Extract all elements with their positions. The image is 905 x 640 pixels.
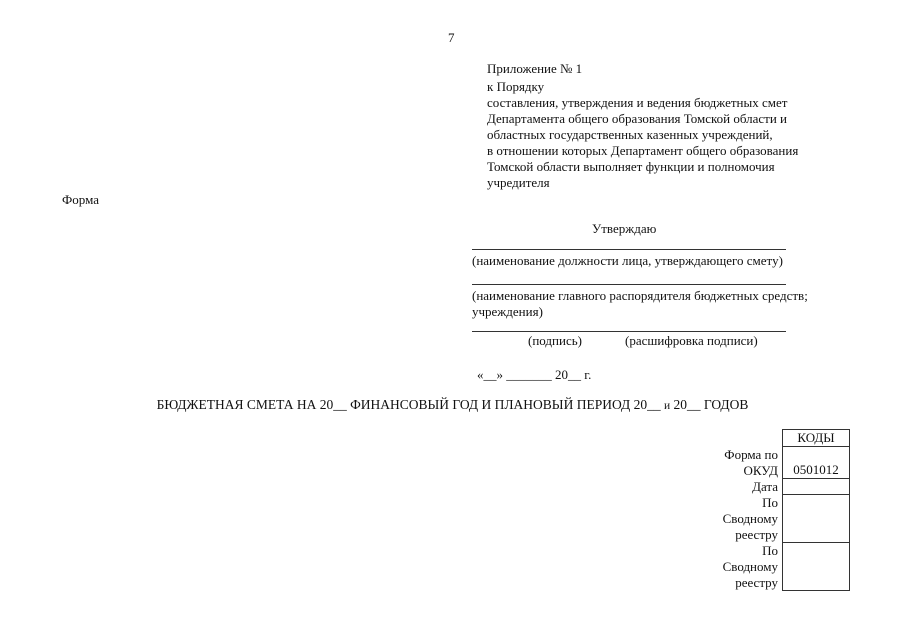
document-title-main: БЮДЖЕТНАЯ СМЕТА НА 20__ ФИНАНСОВЫЙ ГОД И ПЛАНОВЫЙ ПЕРИОД 20__	[156, 397, 664, 412]
okud-label-line-1: Форма по	[724, 446, 778, 462]
registry-label-line: По	[762, 542, 778, 558]
form-label: Форма	[62, 192, 99, 207]
signature-caption: (подпись)	[528, 333, 582, 348]
registry-label-line: реестру	[735, 526, 778, 542]
table-row	[700, 495, 850, 543]
approval-date: «__» _______ 20__ г.	[477, 367, 592, 382]
registry-label-line: По	[762, 494, 778, 510]
date-code-cell	[783, 479, 850, 495]
appendix-line: Департамента общего образования Томской области и	[487, 111, 787, 126]
appendix-line: Томской области выполняет функции и полномочия	[487, 159, 775, 174]
appendix-line: учредителя	[487, 175, 550, 190]
manager-caption-line-1: (наименование главного распорядителя бюджетных средств;	[472, 288, 808, 303]
position-caption: (наименование должности лица, утверждающего смету)	[472, 253, 783, 268]
approval-title: Утверждаю	[592, 221, 657, 236]
appendix-line: областных государственных казенных учреждений,	[487, 127, 773, 142]
document-title-tail: 20__ ГОДОВ	[670, 397, 749, 412]
okud-code-cell: 0501012	[783, 447, 850, 479]
appendix-title: Приложение № 1	[487, 61, 583, 76]
date-label	[700, 479, 783, 495]
registry-label-1	[700, 495, 783, 543]
document-title	[0, 397, 905, 413]
date-label-line: Дата	[752, 478, 778, 494]
signature-line	[472, 331, 786, 332]
manager-caption-line-2: учреждения)	[472, 304, 543, 319]
codes-table	[700, 429, 850, 591]
position-signature-line	[472, 249, 786, 250]
page-number: 7	[448, 30, 455, 45]
registry-label-line: реестру	[735, 574, 778, 590]
appendix-line: в отношении которых Департамент общего образования	[487, 143, 799, 158]
registry-label-line: Сводному	[722, 558, 778, 574]
registry-label-line: Сводному	[722, 510, 778, 526]
appendix-line: к Порядку	[487, 79, 545, 94]
appendix-block	[487, 61, 847, 191]
codes-header: КОДЫ	[783, 430, 850, 447]
table-row	[700, 447, 850, 479]
registry-label-2	[700, 543, 783, 591]
document-title-conjunction: и	[663, 400, 671, 412]
okud-label	[700, 447, 783, 479]
signature-decode-caption: (расшифровка подписи)	[625, 333, 758, 348]
registry-code-cell-1	[783, 495, 850, 543]
table-row	[700, 479, 850, 495]
manager-caption	[472, 288, 852, 320]
okud-label-line-2: ОКУД	[743, 462, 778, 478]
appendix-line: составления, утверждения и ведения бюджетных смет	[487, 95, 788, 110]
table-row	[700, 543, 850, 591]
registry-code-cell-2	[783, 543, 850, 591]
manager-signature-line	[472, 284, 786, 285]
